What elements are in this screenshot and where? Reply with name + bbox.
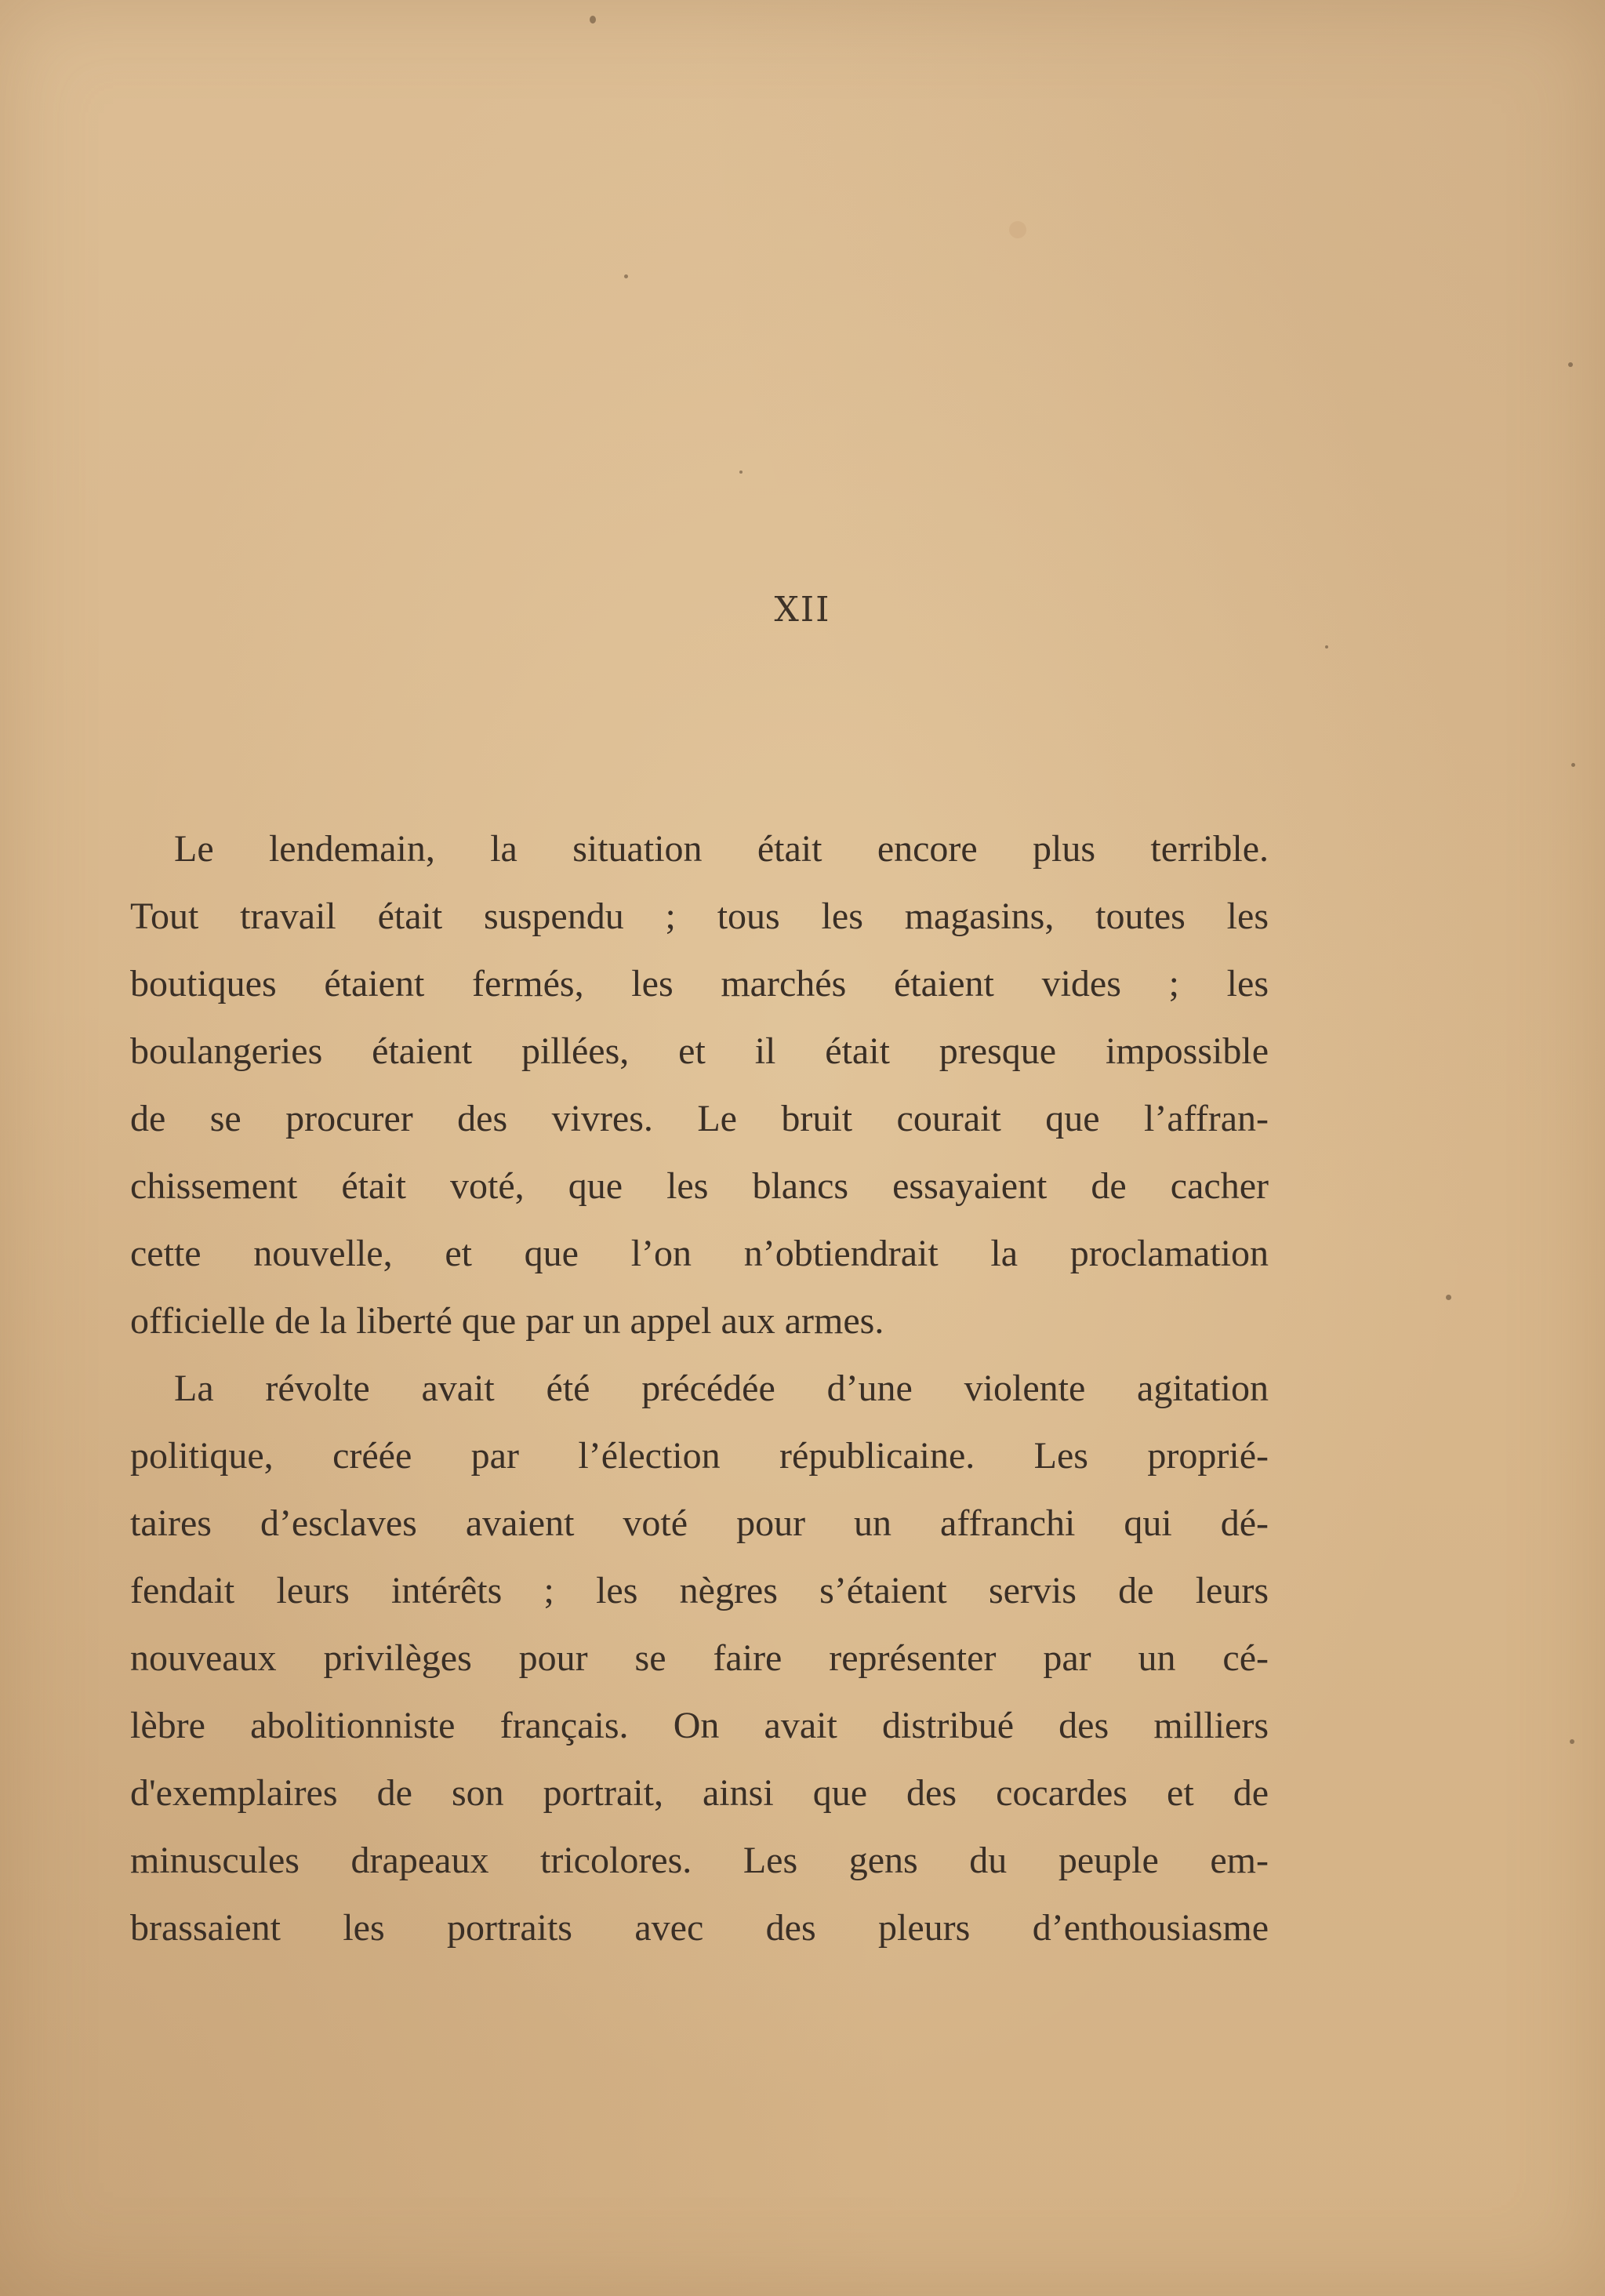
paper-speck bbox=[590, 16, 596, 24]
paper-speck bbox=[1446, 1295, 1451, 1300]
text-line: La révolte avait été précédée d’une violente agitation bbox=[174, 1368, 1269, 1409]
text-line: brassaient les portraits avec des pleurs d’enthousiasme bbox=[130, 1907, 1269, 1949]
text-line: boutiques étaient fermés, les marchés étaient vides ; les bbox=[130, 963, 1269, 1004]
text-line: Tout travail était suspendu ; tous les magasins, toutes les bbox=[130, 896, 1269, 937]
paper-speck bbox=[1568, 362, 1573, 367]
text-line: nouveaux privilèges pour se faire représenter par un cé- bbox=[130, 1637, 1269, 1679]
paper-speck bbox=[1325, 645, 1328, 648]
paper-speck bbox=[1570, 1739, 1574, 1744]
text-line: politique, créée par l’élection républicaine. Les proprié- bbox=[130, 1435, 1269, 1477]
text-line: minuscules drapeaux tricolores. Les gens du peuple em- bbox=[130, 1840, 1269, 1881]
text-line: de se procurer des vivres. Le bruit courait que l’affran- bbox=[130, 1098, 1269, 1139]
text-line: lèbre abolitionniste français. On avait distribué des milliers bbox=[130, 1705, 1269, 1746]
chapter-heading: XII bbox=[774, 590, 831, 630]
text-line: officielle de la liberté que par un appel aux armes. bbox=[130, 1300, 884, 1342]
paper-speck bbox=[739, 470, 743, 474]
text-line: cette nouvelle, et que l’on n’obtiendrait la proclamation bbox=[130, 1233, 1269, 1274]
text-line: Le lendemain, la situation était encore plus terrible. bbox=[174, 828, 1269, 870]
text-line: chissement était voté, que les blancs essayaient de cacher bbox=[130, 1165, 1269, 1207]
paper-speck bbox=[1009, 221, 1026, 238]
text-line: d'exemplaires de son portrait, ainsi que des cocardes et de bbox=[130, 1772, 1269, 1814]
body-text bbox=[130, 816, 1269, 1962]
text-line: boulangeries étaient pillées, et il était presque impossible bbox=[130, 1030, 1269, 1072]
text-line: fendait leurs intérêts ; les nègres s’étaient servis de leurs bbox=[130, 1570, 1269, 1611]
paper-speck bbox=[624, 274, 628, 278]
text-line: taires d’esclaves avaient voté pour un affranchi qui dé- bbox=[130, 1502, 1269, 1544]
paper-speck bbox=[1571, 763, 1575, 767]
